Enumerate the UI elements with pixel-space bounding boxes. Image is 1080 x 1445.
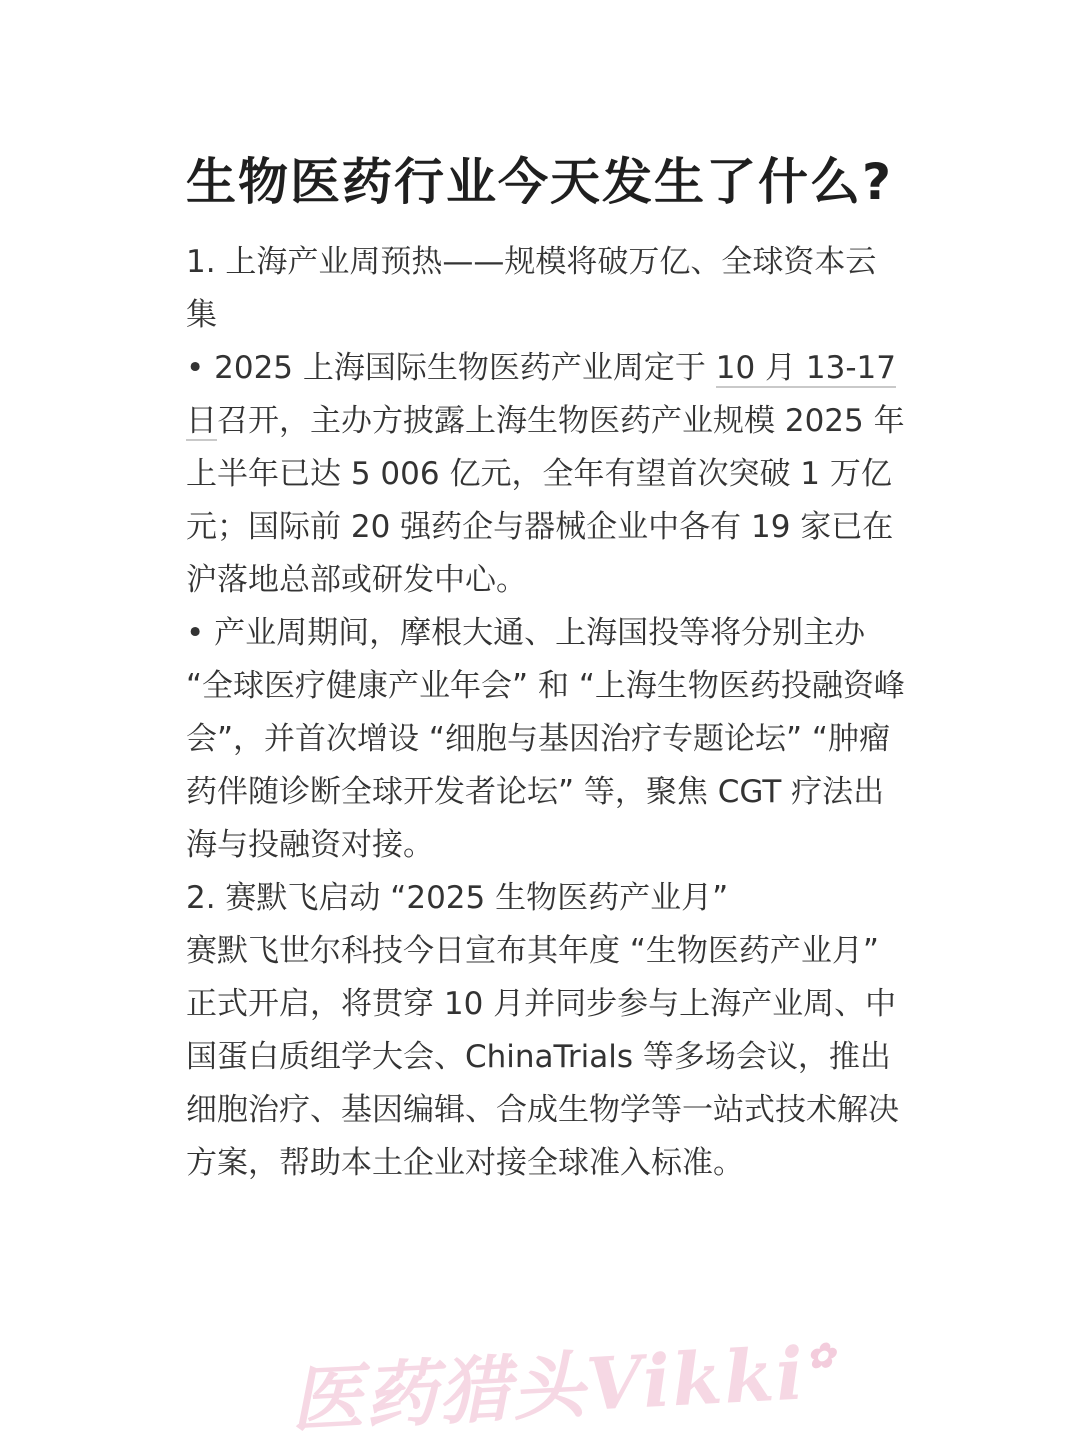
flower-icon: ✿ (805, 1335, 838, 1378)
section-heading-1: 1. 上海产业周预热——规模将破万亿、全球资本云集 (186, 244, 877, 333)
watermark (288, 1311, 840, 1445)
bullet-item (186, 342, 906, 607)
section-heading-2: 2. 赛默飞启动 “2025 生物医药产业月” (186, 880, 729, 916)
note-title: 生物医药行业今天发生了什么? (186, 153, 894, 211)
body-paragraph: 赛默飞世尔科技今日宣布其年度 “生物医药产业月” 正式开启，将贯穿 10 月并同步参与上海产业周、中国蛋白质组学大会、ChinaTrials 等多场会议，推出细胞治疗、基因编辑、合成生物学等一站式技术解决方案，帮助本土企业对接全球准入标准。 (186, 933, 899, 1181)
note-content (186, 148, 906, 1190)
watermark-text: 医药猎头Vikki (288, 1330, 808, 1443)
note-body (186, 236, 906, 1190)
bullet-text-continued: 召开，主办方披露上海生物医药产业规模 2025 年上半年已达 5 006 亿元，全年有望首次突破 1 万亿元；国际前 20 强药企与器械企业中各有 19 家已在沪落地总部或研发中心。 (186, 403, 905, 598)
date-link[interactable]: 10 月 13-17 日 (186, 350, 896, 439)
bullet-text: • 2025 上海国际生物医药产业周定于 (186, 350, 716, 386)
bullet-item: • 产业周期间，摩根大通、上海国投等将分别主办 “全球医疗健康产业年会” 和 “上海生物医药投融资峰会”，并首次增设 “细胞与基因治疗专题论坛” “肿瘤药伴随诊断全球开发者论坛” 等，聚焦 CGT 疗法出海与投融资对接。 (186, 615, 905, 863)
